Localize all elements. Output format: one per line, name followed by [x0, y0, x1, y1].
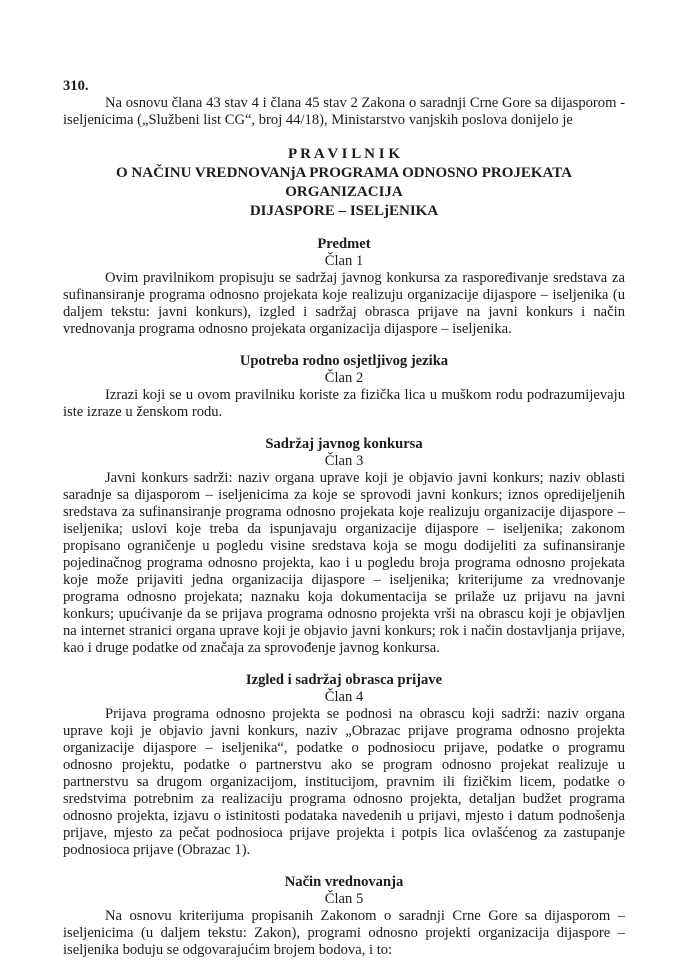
- article-number: Član 5: [324, 891, 364, 907]
- article-number: Član 3: [324, 453, 364, 469]
- section-heading: Predmet: [317, 236, 371, 252]
- section-nacin-vrednovanja: [63, 874, 625, 959]
- section-predmet: [63, 236, 625, 338]
- section-upotreba-jezika: [63, 353, 625, 421]
- section-heading: Način vrednovanja: [284, 874, 404, 890]
- document-title-line3: DIJASPORE – ISELjENIKA: [249, 203, 439, 219]
- intro-paragraph: Na osnovu člana 43 stav 4 i člana 45 stav 2 Zakona o saradnji Crne Gore sa dijasporom - iseljenicima („Službeni list CG“, broj 44/18), Ministarstvo vanjskih poslova donijelo je: [63, 95, 625, 128]
- document-title-line1: P R A V I L N I K: [288, 146, 400, 162]
- article-body: Prijava programa odnosno projekta se podnosi na obrascu koji sadrži: naziv organa uprave koji je objavio javni konkurs, naziv „Obrazac prijave programa odnosno projekta organizacije dijaspore – iseljenika“, podatke o podnosiocu prijave, podatke o programu odnosno projektu, podatke o partnerstvu ako se program odnosno projekat realizuje u partnerstvu sa drugom organizacijom, institucijom, pravnim ili fizičkim licem, podatke o sredstvima potrebnim za realizaciju programa odnosno projekta, detaljan budžet programa odnosno projekta, izjavu o istinitosti podataka navedenih u prijavi, mjesto i datum podnošenja prijave, mjesto za pečat podnosioca prijave projekta i potpis lica ovlašćenog za zastupanje podnosioca prijave (Obrazac 1).: [63, 706, 625, 858]
- section-heading: Upotreba rodno osjetljivog jezika: [239, 353, 449, 369]
- article-body: Ovim pravilnikom propisuju se sadržaj javnog konkursa za raspoređivanje sredstava za sufinansiranje programa odnosno projekata koje realizuju organizacije dijaspore – iseljenika (u daljem tekstu: javni konkurs), izgled i sadržaj obrasca prijave na javni konkurs i način vrednovanja programa odnosno projekata organizacija dijaspore – iseljenika.: [63, 270, 625, 337]
- document-title: [63, 145, 625, 221]
- article-body: Javni konkurs sadrži: naziv organa uprave koji je objavio javni konkurs; naziv oblasti saradnje sa dijasporom – iseljenicima za koje se sprovodi javni konkurs; iznos opredijeljenih sredstava za sufinansiranje programa odnosno projekata koje realizuju organizacije dijaspore – iseljenika; uslovi koje treba da ispunjavaju organizacije dijaspore – iseljenika; zakonom propisano ograničenje u pogledu visine sredstava koja se mogu dodijeliti za sufinansiranje pojedinačnog programa odnosno projekta, kao i u pogledu broja programa odnosno projekata koje može prijaviti jedna organizacija dijaspore – iseljenika; kriterijume za vrednovanje programa odnosno projekata; naznaku koja dokumentacija se prilaže uz prijavu na javni konkurs; upućivanje da se prijava programa odnosno projekta vrši na obrascu koji je objavljen na internet stranici organa uprave koji je objavio javni konkurs; rok i način dostavljanja prijave, kao i druge podatke od značaja za sprovođenje javnog konkursa.: [63, 470, 625, 656]
- document-title-line2: O NAČINU VREDNOVANjA PROGRAMA ODNOSNO PROJEKATA ORGANIZACIJA: [116, 165, 572, 200]
- section-heading: Izgled i sadržaj obrasca prijave: [245, 672, 443, 688]
- article-body: Izrazi koji se u ovom pravilniku koriste za fizička lica u muškom rodu podrazumijevaju iste izraze u ženskom rodu.: [63, 387, 625, 420]
- section-heading: Sadržaj javnog konkursa: [265, 436, 423, 452]
- section-sadrzaj-konkursa: [63, 436, 625, 657]
- article-number: Član 2: [324, 370, 364, 386]
- article-body: Na osnovu kriterijuma propisanih Zakonom o saradnji Crne Gore sa dijasporom – iseljenicima (u daljem tekstu: Zakon), programi odnosno projekti organizacija dijaspore – iseljenika boduju se odgovarajućim brojem bodova, i to:: [63, 908, 625, 958]
- article-number: Član 1: [324, 253, 364, 269]
- section-izgled-obrasca: [63, 672, 625, 859]
- article-number: Član 4: [324, 689, 364, 705]
- document-number: 310.: [63, 78, 89, 94]
